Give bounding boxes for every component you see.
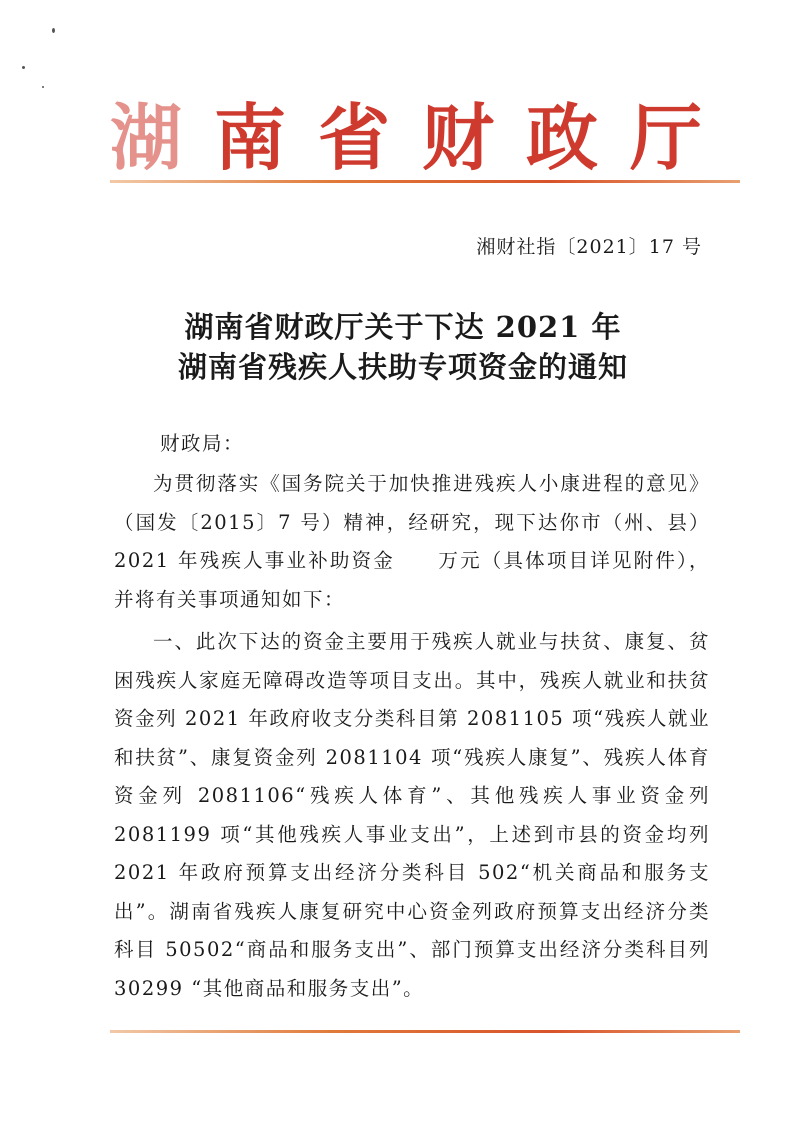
body-paragraph-2: 一、此次下达的资金主要用于残疾人就业与扶贫、康复、贫困残疾人家庭无障碍改造等项目支出。其中，残疾人就业和扶贫资金列 2021 年政府收支分类科目第 2081105 项“残疾人就业和扶贫”、康复资金列 2081104 项“残疾人康复”、残疾人体育资金列 2081106“残疾人体育”、其他残疾人事业资金列 2081199 项“其他残疾人事业支出”，上述到市县的资金均列 2021 年政府预算支出经济分类科目 502“机关商品和服务支出”。湖南省残疾人康复研究中心资金列政府预算支出经济分类科目 50502“商品和服务支出”、部门预算支出经济分类科目列 30299 “其他商品和服务支出”。 [114, 630, 710, 1000]
notice-title-line-2: 湖南省残疾人扶助专项资金的通知 [177, 350, 628, 384]
letterhead-title [110, 88, 735, 188]
document-number: 湘财社指〔2021〕17 号 [476, 236, 702, 258]
salutation: 财政局： [160, 432, 245, 455]
footer-rule [110, 1030, 740, 1033]
letterhead-rest: 南省财政厅 [214, 95, 735, 180]
scan-speck [52, 28, 55, 33]
scan-speck [22, 66, 25, 69]
letterhead-first-char: 湖 [110, 95, 215, 180]
notice-title-line-1: 湖南省财政厅关于下达 2021 年 [184, 310, 622, 344]
scan-speck [42, 86, 44, 88]
letterhead-red-rule [110, 180, 740, 183]
body-paragraph-1: 为贯彻落实《国务院关于加快推进残疾人小康进程的意见》（国发〔2015〕7 号）精神，经研究，现下达你市（州、县）2021 年残疾人事业补助资金 万元（具体项目详见附件），并将有关事项通知如下： [114, 472, 710, 611]
